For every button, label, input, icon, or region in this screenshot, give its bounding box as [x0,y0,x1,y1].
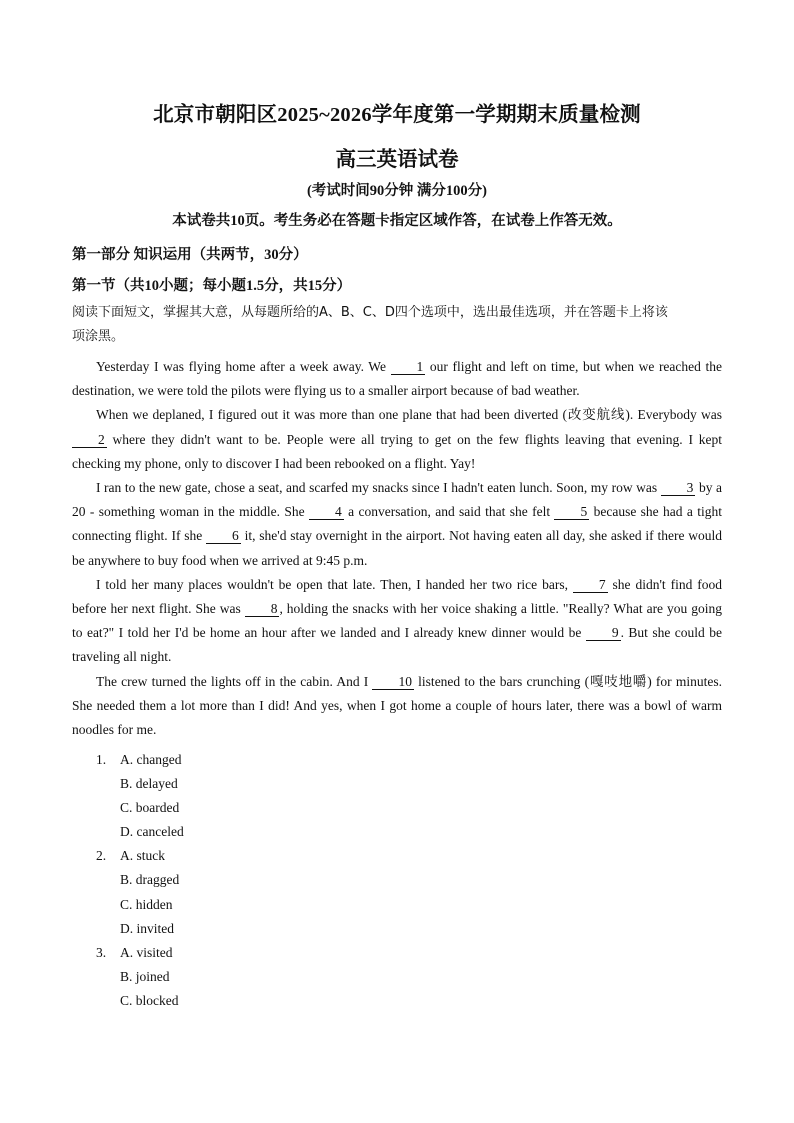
passage-paragraph-1: Yesterday I was flying home after a week away. We 1 our flight and left on time, but when we reached the destination, we were told the pilots were flying us to a smaller airport because of bad weather. [72,359,722,399]
cloze-passage [72,355,722,742]
question-number: 2. [96,848,107,864]
question-3 [96,941,184,1013]
blank-9: 9 [586,626,621,641]
option-b: B. delayed [120,776,178,792]
passage-paragraph-5: The crew turned the lights off in the cabin. And I 10 listened to the bars crunching (嘎吱地嚼) for minutes. She needed them a lot more than I did! And yes, when I got home a couple of hours later, there was a bowl of warm noodles for me. [72,673,722,738]
option-d: D. invited [120,920,174,936]
option-d: D. canceled [120,824,184,840]
passage-paragraph-3: I ran to the new gate, chose a seat, and scarfed my snacks since I hadn't eaten lunch. Soon, my row was 3 by a 20 - something woman in the middle. She 4 a conversation, and said that she felt 5 because she had a tight connecting flight. If she 6 it, she'd stay overnight in the airport. Not having eaten all day, she asked if there would be anywhere to buy food when we arrived at 9:45 p.m. [72,480,723,568]
exam-info: (考试时间90分钟 满分100分) [306,183,488,199]
exam-title: 北京市朝阳区2025~2026学年度第一学期期末质量检测 [153,104,641,126]
exam-notice: 本试卷共10页。考生务必在答题卡指定区域作答，在试卷上作答无效。 [172,213,622,229]
option-c: C. hidden [120,896,173,912]
option-c: C. boarded [120,800,180,816]
question-number: 1. [96,752,107,767]
section1-heading: 第一节（共10小题；每小题1.5分，共15分） [72,278,352,294]
option-b: B. dragged [120,872,180,888]
blank-4: 4 [309,505,344,520]
question-2 [96,844,184,940]
option-a: A. changed [120,752,182,767]
blank-2: 2 [72,433,107,448]
blank-5: 5 [554,505,589,520]
blank-6: 6 [206,529,241,544]
instruction-line-2: 项涂黑。 [72,329,125,344]
section1-instruction [72,301,722,349]
passage-paragraph-2: When we deplaned, I figured out it was more than one plane that had been diverted (改变航线). Everybody was 2 where they didn't want to be. People were all trying to get on the few flights leaving that evening. I kept checking my phone, only to discover I had been rebooked on a flight. Yay! [72,407,722,471]
question-number: 3. [96,944,107,960]
blank-7: 7 [573,578,608,593]
question-list [96,748,184,1013]
question-1 [96,748,184,844]
blank-1: 1 [391,360,426,375]
passage-paragraph-4: I told her many places wouldn't be open that late. Then, I handed her two rice bars, 7 she didn't find food before her next flight. She was 8 , holding the snacks with her voice shaking a little. "Really? What are you going to eat?" I told her I'd be home an hour after we landed and I already knew dinner would be 9 . But she could be traveling all night. [72,576,723,665]
exam-subtitle: 高三英语试卷 [335,149,459,171]
option-a: A. stuck [120,848,165,864]
option-c: C. blocked [120,992,179,1008]
blank-8: 8 [245,602,280,617]
option-b: B. joined [120,968,170,984]
blank-10: 10 [372,675,414,690]
option-a: A. visited [120,944,173,960]
instruction-line-1: 阅读下面短文，掌握其大意，从每题所给的A、B、C、D四个选项中，选出最佳选项，并在答题卡上将该 [72,305,668,320]
part1-heading: 第一部分 知识运用（共两节，30分） [72,247,308,263]
blank-3: 3 [661,481,696,496]
